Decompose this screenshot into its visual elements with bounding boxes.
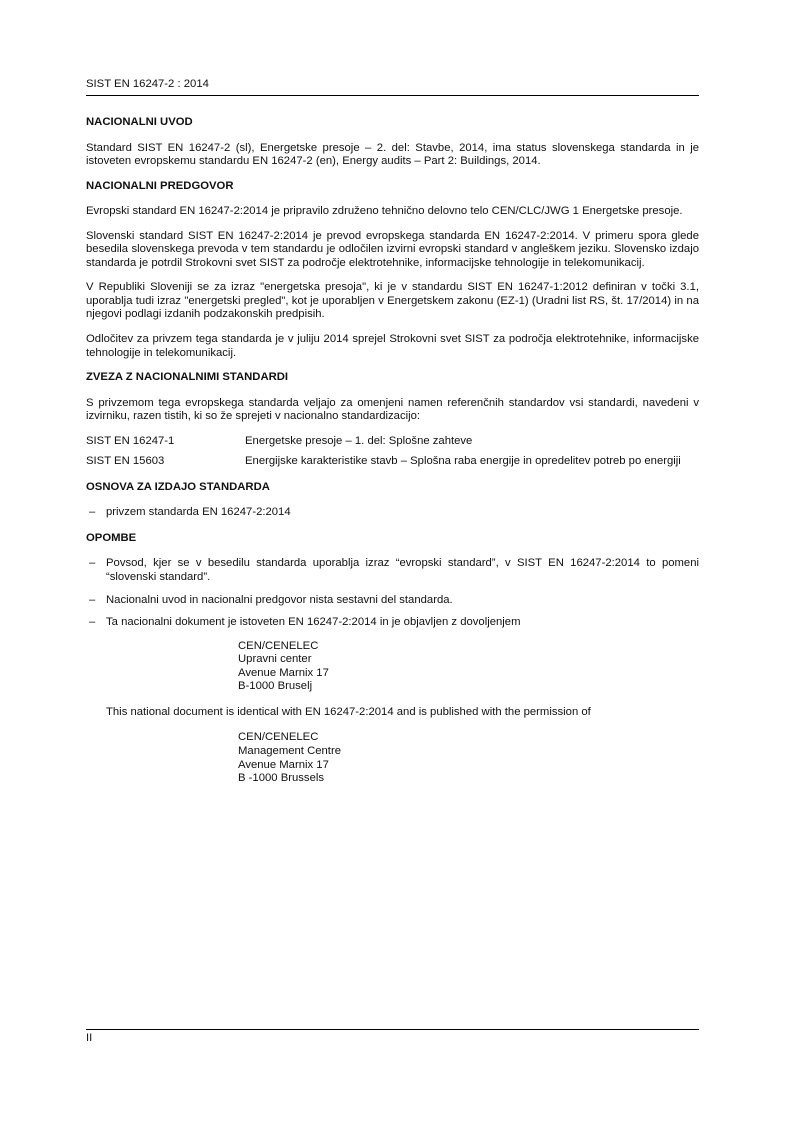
address-line: Upravni center <box>238 653 312 666</box>
running-header: SIST EN 16247-2 : 2014 <box>86 78 209 90</box>
footer-divider <box>86 1029 699 1030</box>
address-line: B-1000 Bruselj <box>238 680 313 693</box>
section-opombe <box>86 532 699 786</box>
section-heading: OSNOVA ZA IZDAJO STANDARDA <box>86 480 270 493</box>
address-block-sl <box>238 640 699 694</box>
address-block-en <box>238 731 699 785</box>
paragraph: Evropski standard EN 16247-2:2014 je pripravilo združeno tehnično delovno telo CEN/CLC/JWG 1 Energetske presoje. <box>86 205 683 218</box>
address-line: CEN/CENELEC <box>238 639 319 652</box>
list-item: – Ta nacionalni dokument je istoveten EN 16247-2:2014 in je objavljen z dovoljenjem <box>89 616 521 629</box>
address-line: Avenue Marnix 17 <box>238 758 329 771</box>
section-heading: OPOMBE <box>86 531 137 544</box>
list-item: – Povsod, kjer se v besedilu standarda uporablja izraz “evropski standard”, v SIST EN 16247-2:2014 to pomeni “slovenski standard”. <box>89 557 699 584</box>
paragraph: Slovenski standard SIST EN 16247-2:2014 je prevod evropskega standarda EN 16247-2:2014. V primeru spora glede besedila slovenskega prevoda v tem standardu je odločilen izvirni evropski standard v angleškem jeziku. Slovensko izdajo standarda je potrdil Strokovni svet SIST za področje elektrotehnike, informacijske tehnologije in telekomunikacij. <box>86 229 699 269</box>
paragraph: S privzemom tega evropskega standarda veljajo za omenjeni namen referenčnih standardov vsi standardi, navedeni v izvirniku, razen tistih, ki so že sprejeti v nacionalno standardizacijo: <box>86 396 699 423</box>
reference-row <box>86 455 699 469</box>
reference-row <box>86 435 699 449</box>
section-nacionalni-predgovor <box>86 180 699 360</box>
osnova-list <box>86 506 699 520</box>
document-body <box>86 116 699 798</box>
reference-title: Energetske presoje – 1. del: Splošne zahteve <box>245 434 473 447</box>
reference-code: SIST EN 16247-1 <box>86 434 175 447</box>
section-nacionalni-uvod <box>86 116 699 169</box>
paragraph: Standard SIST EN 16247-2 (sl), Energetske presoje – 2. del: Stavbe, 2014, ima status slovenskega standarda in je istoveten evropskemu standardu EN 16247-2 (en), Energy audits – Part 2: Buildings, 2014. <box>86 141 699 168</box>
list-item: – privzem standarda EN 16247-2:2014 <box>89 506 291 519</box>
paragraph: Odločitev za privzem tega standarda je v juliju 2014 sprejel Strokovni svet SIST za področja elektrotehnike, informacijske tehnologije in telekomunikacij. <box>86 333 699 359</box>
page-number: II <box>86 1032 93 1044</box>
dash-bullet: – <box>89 593 96 606</box>
permission-text-en: This national document is identical with EN 16247-2:2014 and is published with the permission of <box>106 705 591 718</box>
address-line: CEN/CENELEC <box>238 731 319 744</box>
reference-title: Energijske karakteristike stavb – Splošna raba energije in opredelitev potreb po energiji <box>245 455 681 468</box>
opombe-list <box>86 557 699 629</box>
paragraph: V Republiki Sloveniji se za izraz "energetska presoja", ki je v standardu SIST EN 16247-1:2012 definiran v točki 3.1, uporablja tudi izraz "energetski pregled", kot je uporabljen v Energetskem zakonu (EZ-1) (Uradni list RS, št. 17/2014) in na njegovi podlagi izdanih podzakonskih predpisih. <box>86 281 699 321</box>
address-line: B -1000 Brussels <box>238 772 325 785</box>
reference-code: SIST EN 15603 <box>86 455 165 468</box>
address-line: Avenue Marnix 17 <box>238 666 329 679</box>
section-heading: ZVEZA Z NACIONALNIMI STANDARDI <box>86 371 289 384</box>
dash-bullet: – <box>89 557 96 570</box>
section-heading: NACIONALNI UVOD <box>86 116 193 128</box>
header-divider <box>86 95 699 96</box>
section-zveza-standardi <box>86 371 699 469</box>
section-heading: NACIONALNI PREDGOVOR <box>86 179 234 192</box>
dash-bullet: – <box>89 506 96 519</box>
section-osnova <box>86 481 699 520</box>
list-item: – Nacionalni uvod in nacionalni predgovor nista sestavni del standarda. <box>89 593 453 606</box>
dash-bullet: – <box>89 616 96 629</box>
address-line: Management Centre <box>238 744 341 757</box>
